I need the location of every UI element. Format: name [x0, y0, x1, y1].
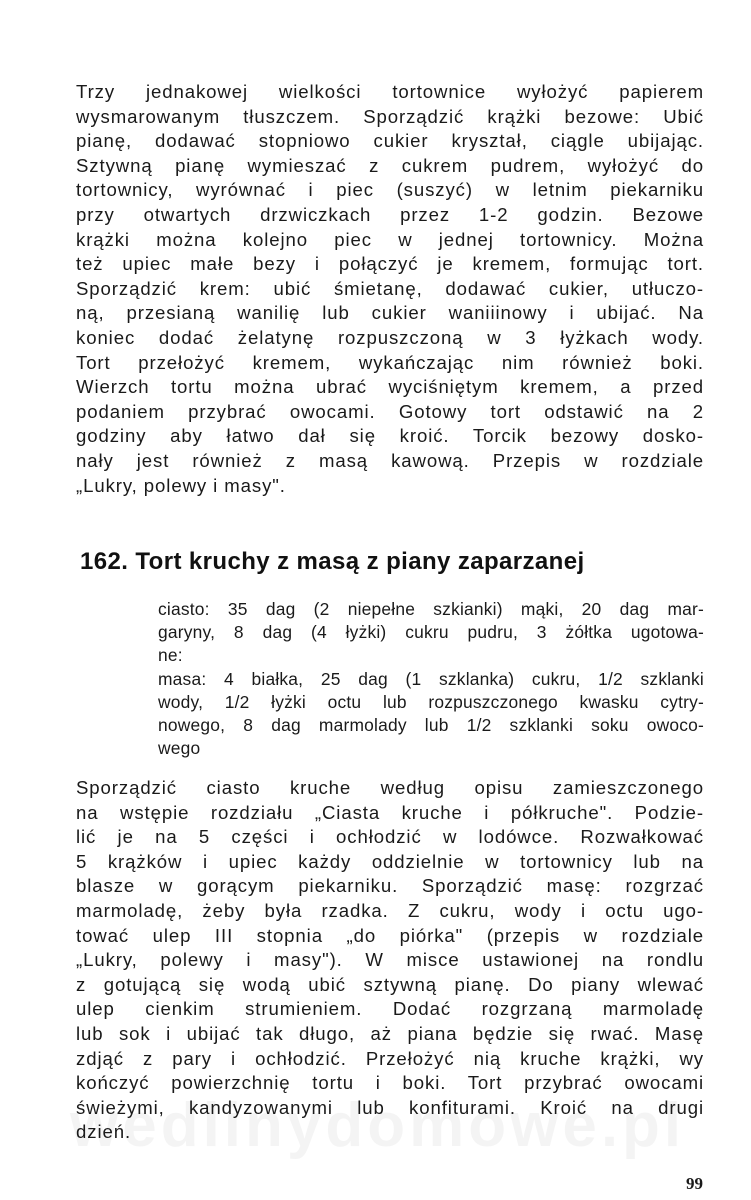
ingredient-line: wego — [158, 738, 201, 759]
text-line: „Lukry, polewy i masy"). W misce ustawionej na rondlu — [76, 949, 704, 971]
text-line: Trzy jednakowej wielkości tortownice wyłożyć papierem — [76, 81, 704, 102]
text-line: ulep cienkim strumieniem. Dodać rozgrzaną marmoladę — [76, 998, 704, 1020]
text-line: Tort przełożyć kremem, wykańczając nim również boki. — [76, 351, 704, 373]
text-line: też upiec małe bezy i połączyć je kremem, formując tort. — [76, 253, 704, 275]
text-line: nały jest również z masą kawową. Przepis w rozdziale — [76, 449, 704, 471]
text-line: Sporządzić krem: ubić śmietanę, dodawać cukier, utłuczo- — [76, 277, 704, 299]
text-line: lić je na 5 części i ochłodzić w lodówce. Rozwałkować — [76, 826, 704, 848]
text-line: świeżymi, kandyzowanymi lub konfiturami. Kroić na drugi — [76, 1096, 704, 1118]
page-number: 99 — [686, 1174, 703, 1193]
text-line: lub sok i ubijać tak długo, aż piana będzie się rwać. Masę — [76, 1022, 704, 1044]
text-line: 5 krążków i upiec każdy oddzielnie w tortownicy lub na — [76, 850, 704, 872]
text-line: podaniem przybrać owocami. Gotowy tort odstawić na 2 — [76, 400, 704, 422]
text-line: krążki można kolejno piec w jednej tortownicy. Można — [76, 228, 704, 250]
ingredient-line: garyny, 8 dag (4 łyżki) cukru pudru, 3 żółtka ugotowa- — [158, 622, 704, 643]
text-line: Sporządzić ciasto kruche według opisu zamieszczonego — [76, 777, 704, 798]
ingredient-line: ne: — [158, 645, 183, 666]
ingredients-list — [158, 598, 704, 760]
text-line: z gotującą się wodą ubić sztywną pianę. Do piany wlewać — [76, 973, 704, 995]
text-line: pianę, dodawać stopniowo cukier kryształ, ciągle ubijając. — [76, 130, 704, 152]
text-line: dzień. — [76, 1121, 132, 1143]
text-line: Sztywną pianę wymieszać z cukrem pudrem, wyłożyć do — [76, 154, 704, 176]
ingredient-line: masa: 4 białka, 25 dag (1 szklanka) cukru, 1/2 szklanki — [158, 668, 704, 689]
text-line: przy otwartych drzwiczkach przez 1-2 godzin. Bezowe — [76, 203, 704, 225]
text-line: godziny aby łatwo dał się kroić. Torcik bezowy dosko- — [76, 425, 704, 447]
text-line: koniec dodać żelatynę rozpuszczoną w 3 łyżkach wody. — [76, 326, 704, 348]
ingredient-line: nowego, 8 dag marmolady lub 1/2 szklanki soku owoco- — [158, 714, 704, 735]
text-line: ną, przesianą wanilię lub cukier waniiinowy i ubijać. Na — [76, 302, 704, 324]
text-line: zdjąć z pary i ochłodzić. Przełożyć nią kruche krążki, wy — [76, 1047, 704, 1069]
text-line: Wierzch tortu można ubrać wyciśniętym kremem, a przed — [76, 376, 704, 398]
text-line: blasze w gorącym piekarniku. Sporządzić masę: rozgrzać — [76, 875, 704, 897]
ingredient-line: ciasto: 35 dag (2 niepełne szkianki) mąki, 20 dag mar- — [158, 599, 704, 619]
paragraph-meringue-instructions — [76, 80, 704, 498]
text-line: na wstępie rozdziału „Ciasta kruche i półkruche". Podzie- — [76, 801, 704, 823]
text-line: tortownicy, wyrównać i piec (suszyć) w letnim piekarniku — [76, 179, 704, 201]
text-line: kończyć powierzchnię tortu i boki. Tort przybrać owocami — [76, 1072, 704, 1094]
text-line: „Lukry, polewy i masy". — [76, 474, 286, 496]
paragraph-cake-instructions — [76, 776, 704, 1145]
recipe-title: 162. Tort kruchy z masą z piany zaparzanej — [80, 548, 585, 575]
ingredient-line: wody, 1/2 łyżki octu lub rozpuszczonego kwasku cytry- — [158, 691, 704, 712]
text-line: wysmarowanym tłuszczem. Sporządzić krążki bezowe: Ubić — [76, 105, 704, 127]
text-line: marmoladę, żeby była rzadka. Z cukru, wody i octu ugo- — [76, 899, 704, 921]
text-line: tować ulep III stopnia „do piórka" (przepis w rozdziale — [76, 924, 704, 946]
